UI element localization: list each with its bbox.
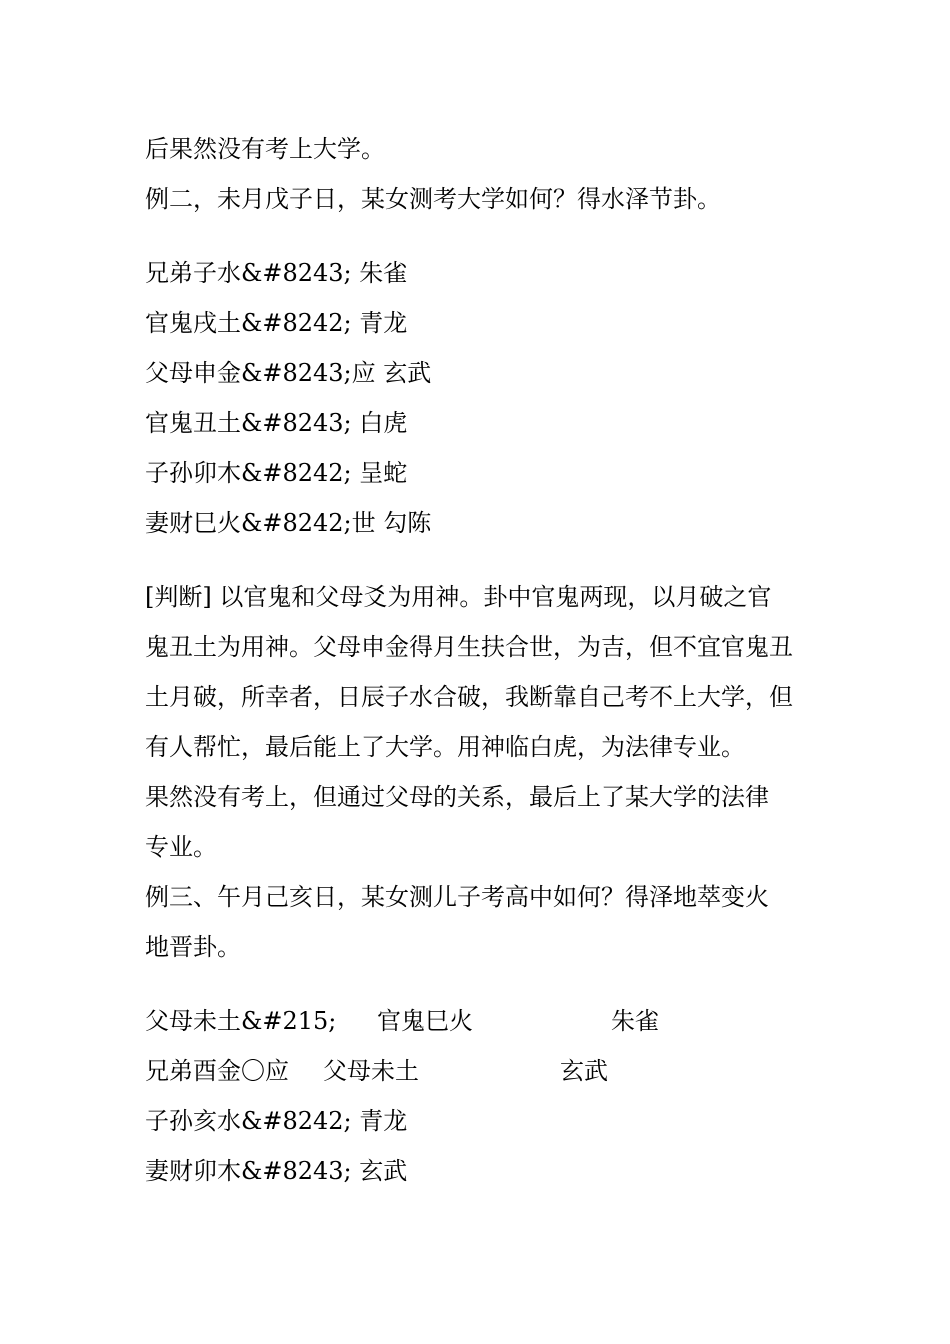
example-two-heading: 例二，未月戊子日，某女测考大学如何？得水泽节卦。 [145,185,721,213]
line-original: 兄弟酉金〇应 [145,1057,289,1085]
text-line: 后果然没有考上大学。 [145,135,385,163]
hexagram-line-changing [145,1056,815,1086]
line-changed: 父母未土 [323,1057,419,1085]
line-spirit: 玄武 [560,1057,608,1085]
hexagram-line-changing [145,1006,815,1036]
hexagram-line: 子孙卯木&#8242; 呈蛇 [145,459,408,487]
result-paragraph-line: 果然没有考上，但通过父母的关系，最后上了某大学的法律 [145,783,769,811]
hexagram-line: 兄弟子水&#8243; 朱雀 [145,259,408,287]
hexagram-line: 妻财卯木&#8243; 玄武 [145,1157,408,1185]
hexagram-line: 父母申金&#8243;应 玄武 [145,359,432,387]
hexagram-line: 官鬼戌土&#8242; 青龙 [145,309,408,337]
line-original: 父母未土&#215; [145,1007,337,1035]
line-changed: 官鬼巳火 [377,1007,473,1035]
line-spirit: 朱雀 [611,1007,659,1035]
judgment-paragraph-line: [判断] 以官鬼和父母爻为用神。卦中官鬼两现，以月破之官 [145,583,772,611]
hexagram-line: 子孙亥水&#8242; 青龙 [145,1107,408,1135]
judgment-paragraph-line: 鬼丑土为用神。父母申金得月生扶合世，为吉，但不宜官鬼丑 [145,633,793,661]
example-three-heading: 地晋卦。 [145,933,241,961]
hexagram-line: 官鬼丑土&#8243; 白虎 [145,409,408,437]
judgment-paragraph-line: 有人帮忙，最后能上了大学。用神临白虎，为法律专业。 [145,733,745,761]
hexagram-line: 妻财巳火&#8242;世 勾陈 [145,509,432,537]
result-paragraph-line: 专业。 [145,833,217,861]
judgment-paragraph-line: 土月破，所幸者，日辰子水合破，我断靠自己考不上大学，但 [145,683,793,711]
example-three-heading: 例三、午月己亥日，某女测儿子考高中如何？得泽地萃变火 [145,883,769,911]
